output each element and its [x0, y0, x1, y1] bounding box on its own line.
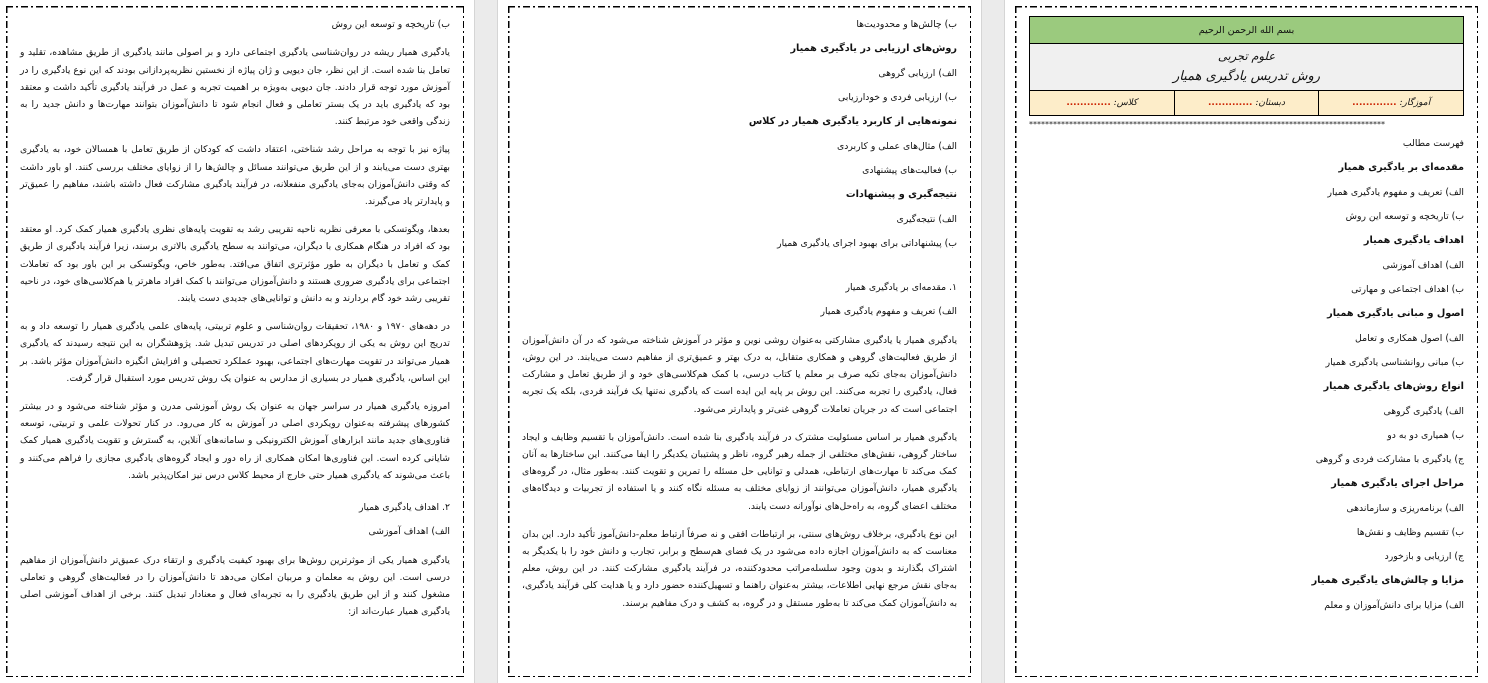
body-paragraph: در دهه‌های ۱۹۷۰ و ۱۹۸۰، تحقیقات روان‌شناسی و علوم تربیتی، پایه‌های علمی یادگیری همیار را توسعه داد و به تدریج این روش به یکی از رویکردهای اصلی در تدریس تبدیل شد. پژوهشگران به این نتیجه رسیدند که یادگیری همیار می‌تواند در تقویت مهارت‌های اجتماعی، بهبود عملکرد تحصیلی و افزایش انگیزه دانش‌آموزان مؤثر باشد. بر این اساس، یادگیری همیار در بسیاری از مدارس به عنوان یک روش تدریس مورد استقبال قرار گرفت. [20, 321, 450, 384]
field-class[interactable] [1030, 91, 1175, 116]
method-title: روش تدریس یادگیری همیار [1172, 68, 1321, 84]
body-paragraph: یادگیری همیار یا یادگیری مشارکتی به‌عنوان روشی نوین و مؤثر در آموزش شناخته می‌شود که در آن دانش‌آموزان از طریق فعالیت‌های گروهی و همکاری متقابل، به درک بهتر و عمیق‌تری از مفاهیم دست می‌یابند. در این روش، دانش‌آموزان به‌جای تکیه صرف بر معلم یا کتاب درسی، با کمک هم‌کلاسی‌های خود و از طریق تعامل و مشارکت فعال، یادگیری را تجربه می‌کنند. این روش بر پایه این ایده است که یادگیری نه‌تنها یک فرآیند فردی، بلکه یک تجربه اجتماعی است که در جریان تعاملات گروهی غنی‌تر و پایدارتر می‌شود. [522, 334, 957, 415]
subsection-heading: ب) تاریخچه و توسعه این روش [331, 19, 450, 30]
toc-entry[interactable]: الف) مثال‌های عملی و کاربردی [837, 140, 957, 152]
subsection-heading: الف) تعریف و مفهوم یادگیری همیار [820, 306, 957, 318]
toc-entry[interactable]: ب) تاریخچه و توسعه این روش [1345, 210, 1464, 222]
toc-entry[interactable]: نمونه‌هایی از کاربرد یادگیری همیار در کلاس [748, 116, 957, 128]
subsection-heading: الف) اهداف آموزشی [368, 526, 450, 538]
toc-entry[interactable]: اصول و مبانی یادگیری همیار [1327, 308, 1464, 320]
toc-entry[interactable]: ب) اهداف اجتماعی و مهارتی [1351, 283, 1464, 295]
toc-entry[interactable]: ب) فعالیت‌های پیشنهادی [862, 164, 957, 176]
toc-entry[interactable]: نتیجه‌گیری و پیشنهادات [845, 189, 957, 201]
toc-entry[interactable]: روش‌های ارزیابی در یادگیری همیار [790, 43, 957, 55]
toc-list-page-2 [522, 20, 957, 248]
toc-entry[interactable]: ب) مبانی روانشناسی یادگیری همیار [1325, 356, 1464, 368]
field-class-label: کلاس: [1113, 98, 1138, 108]
page-3 [0, 0, 474, 683]
toc-entry[interactable]: ب) ارزیابی فردی و خودارزیابی [837, 91, 957, 103]
toc-entry[interactable]: الف) یادگیری گروهی [1383, 405, 1464, 417]
section-heading: ۱. مقدمه‌ای بر یادگیری همیار [845, 282, 957, 294]
body-paragraph: یادگیری همیار یکی از موثرترین روش‌ها برای بهبود کیفیت یادگیری و ارتقاء درک عمیق‌تر دانش‌آموزان از مفاهیم درسی است. این روش به معلمان و مربیان امکان می‌دهد تا دانش‌آموزان را در فعالیت‌های گروهی و تعاملی مشغول کنند و از این طریق یادگیری را به تجربه‌ای فعال و معنادار تبدیل کنند. برخی از اهداف آموزشی اصلی یادگیری همیار عبارت‌اند از: [20, 554, 450, 618]
section-spacer [522, 263, 957, 283]
field-school-value: ............. [1208, 98, 1253, 108]
toc-entry[interactable]: اهداف یادگیری همیار [1363, 235, 1464, 247]
bismillah-text: بسم الله الرحمن الرحیم [1030, 17, 1464, 44]
body-paragraph: پیاژه نیز با توجه به مراحل رشد شناختی، اعتقاد داشت که کودکان از طریق تعامل با همسالان خود، به یادگیری بهتری دست می‌یابند و از این طریق می‌توانند مسائل و چالش‌ها را از زوایای مختلف بررسی کنند. او باور داشت که وقتی دانش‌آموزان به‌جای یادگیری منفعلانه، در فرآیند یادگیری مشارکت فعال داشته باشند، مفاهیم را عمیق‌تر و پایدارتر یاد می‌گیرند. [20, 144, 450, 207]
toc-entry[interactable]: مقدمه‌ای بر یادگیری همیار [1338, 162, 1464, 174]
body-paragraph: یادگیری همیار بر اساس مسئولیت مشترک در فرآیند یادگیری بنا شده است. دانش‌آموزان با تقسیم وظایف و ایجاد ساختار گروهی، نقش‌های مختلفی از جمله رهبر گروه، ناظر و پشتیبان یکدیگر را ایفا می‌کنند. این ساختارها به آنان کمک می‌کند تا مهارت‌های ارتباطی، همدلی و توانایی حل مسئله را تمرین و تقویت کنند. به‌طور مثال، در گروه‌های یادگیری همیار، دانش‌آموزان می‌توانند از زوایای مختلف به مسئله نگاه کنند و یا استفاده از تجربیات و دیدگاه‌های مختلف اعضای گروه، به راه‌حل‌های نوآورانه دست یابند. [522, 431, 957, 512]
toc-entry[interactable]: الف) برنامه‌ریزی و سازماندهی [1346, 502, 1464, 514]
field-teacher-label: آموزگار: [1399, 98, 1431, 108]
toc-entry[interactable]: الف) مزایا برای دانش‌آموزان و معلم [1324, 600, 1464, 611]
section-heading: ۲. اهداف یادگیری همیار [358, 501, 450, 513]
page-1 [1005, 0, 1488, 683]
page-1-frame [1015, 6, 1478, 677]
page-1-content [1015, 6, 1478, 677]
subject-row [1030, 44, 1464, 91]
bismillah-row [1030, 17, 1464, 44]
toc-entry[interactable]: ب) همیاری دو به دو [1387, 429, 1464, 441]
subject-cell [1030, 44, 1464, 91]
toc-entry[interactable]: انواع روش‌های یادگیری همیار [1323, 381, 1464, 393]
header-table [1029, 16, 1464, 116]
toc-entry[interactable]: ج) یادگیری با مشارکت فردی و گروهی [1315, 454, 1464, 466]
field-school[interactable] [1174, 91, 1319, 116]
toc-list-page-1 [1029, 163, 1464, 610]
toc-entry[interactable]: الف) نتیجه‌گیری [896, 213, 957, 225]
toc-entry[interactable]: ب) چالش‌ها و محدودیت‌ها [856, 19, 957, 30]
page-3-frame [6, 6, 464, 677]
toc-entry[interactable]: ب) تقسیم وظایف و نقش‌ها [1356, 527, 1464, 539]
page-gutter-2 [474, 0, 498, 683]
meta-row [1030, 91, 1464, 116]
page-2-content [508, 6, 971, 677]
toc-entry[interactable]: مزایا و چالش‌های یادگیری همیار [1311, 575, 1464, 587]
toc-entry[interactable]: ج) ارزیابی و بازخورد [1384, 551, 1464, 563]
toc-entry[interactable]: ب) پیشنهاداتی برای بهبود اجرای یادگیری همیار [777, 237, 957, 249]
body-paragraph: این نوع یادگیری، برخلاف روش‌های سنتی، بر ارتباطات افقی و نه صرفاً ارتباط معلم-دانش‌آموز تأکید دارد. این بدان معناست که به دانش‌آموزان اجازه داده می‌شود در یک فضای هم‌سطح و برابر، تجارب و دانش خود را با یکدیگر به اشتراک بگذارند و بدون وجود سلسله‌مراتب محدودکننده، در فرآیند یادگیری مشارکت کنند. در این روش، معلم به‌جای نقش مرجع نهایی اطلاعات، بیشتر به‌عنوان راهنما و تسهیل‌کننده حضور دارد و یا هدایت کلی فرآیند یادگیری، به دانش‌آموزان کمک می‌کند تا به‌طور مستقل و در گروه، به کشف و درک مفاهیم برسند. [522, 528, 957, 609]
asterisk-separator: ***************************************************************************************** [1029, 120, 1385, 129]
body-paragraph: امروزه یادگیری همیار در سراسر جهان به عنوان یک روش آموزشی مدرن و مؤثر شناخته می‌شود و در بیشتر کشورهای پیشرفته به‌عنوان رویکردی اصلی در آموزش به کار می‌رود. در کنار تحولات علمی و تربیتی، توسعه فناوری‌های جدید مانند ابزارهای آموزش الکترونیکی و سامانه‌های آنلاین، به گسترش و تقویت یادگیری همیار کمک شایانی کرده است. این فناوری‌ها امکان همکاری از راه دور و ایجاد گروه‌های یادگیری مجازی را فراهم می‌کنند و باعث می‌شوند که یادگیری همیار حتی خارج از محیط کلاس درس نیز امکان‌پذیر باشد. [20, 400, 450, 481]
body-paragraph: یادگیری همیار ریشه در روان‌شناسی یادگیری اجتماعی دارد و بر اصولی مانند یادگیری از طریق مشاهده، تقلید و تعامل بنا شده است. از این نظر، جان دیویی و ژان پیاژه از نخستین نظریه‌پردازانی بودند که این نوع یادگیری را در آموزش مورد توجه قرار دادند. جان دیویی به‌ویژه بر اهمیت تجربه و عمل در فرآیند یادگیری تأکید داشت و معتقد بود که یادگیری باید در یک بستر تعاملی و فعال انجام شود تا دانش‌آموزان بتوانند مهارت‌ها و دانش جدید را به زندگی واقعی خود مرتبط کنند. [20, 47, 450, 128]
field-school-label: دبستان: [1255, 98, 1285, 108]
toc-entry[interactable]: الف) اصول همکاری و تعامل [1355, 332, 1464, 344]
page-2-frame [508, 6, 971, 677]
field-class-value: ............. [1066, 98, 1111, 108]
toc-entry[interactable]: مراحل اجرای یادگیری همیار [1331, 478, 1464, 490]
toc-entry[interactable]: الف) تعریف و مفهوم یادگیری همیار [1327, 186, 1464, 198]
page-3-content [6, 6, 464, 677]
body-paragraph: بعدها، ویگوتسکی با معرفی نظریه ناحیه تقریبی رشد به تقویت پایه‌های نظری یادگیری همیار کمک کرد. او معتقد بود که افراد در هنگام همکاری با دیگران، می‌توانند به سطح یادگیری بالاتری برسند، زیرا فرآیند یادگیری از طریق کمک و تعامل با دیگران به طور مؤثرتری اتفاق می‌افتد. به‌طور خاص، ویگوتسکی بر این باور بود که تعاملات اجتماعی برای یادگیری ضروری هستند و دانش‌آموزان می‌توانند با کمک افراد ماهرتر یا هم‌کلاسی‌های خود، در ناحیه تقریبی رشد خود گام بردارند و به دانش و توانایی‌های جدیدی دست یابند. [20, 224, 450, 304]
toc-entry[interactable]: الف) اهداف آموزشی [1382, 259, 1464, 271]
toc-entry[interactable]: الف) ارزیابی گروهی [878, 67, 957, 79]
subject-name: علوم تجربی [1217, 48, 1276, 63]
field-teacher-value: ............. [1352, 98, 1397, 108]
field-teacher[interactable] [1319, 91, 1464, 116]
toc-title: فهرست مطالب [1402, 138, 1464, 149]
page-gutter-1 [981, 0, 1005, 683]
page-2 [498, 0, 981, 683]
